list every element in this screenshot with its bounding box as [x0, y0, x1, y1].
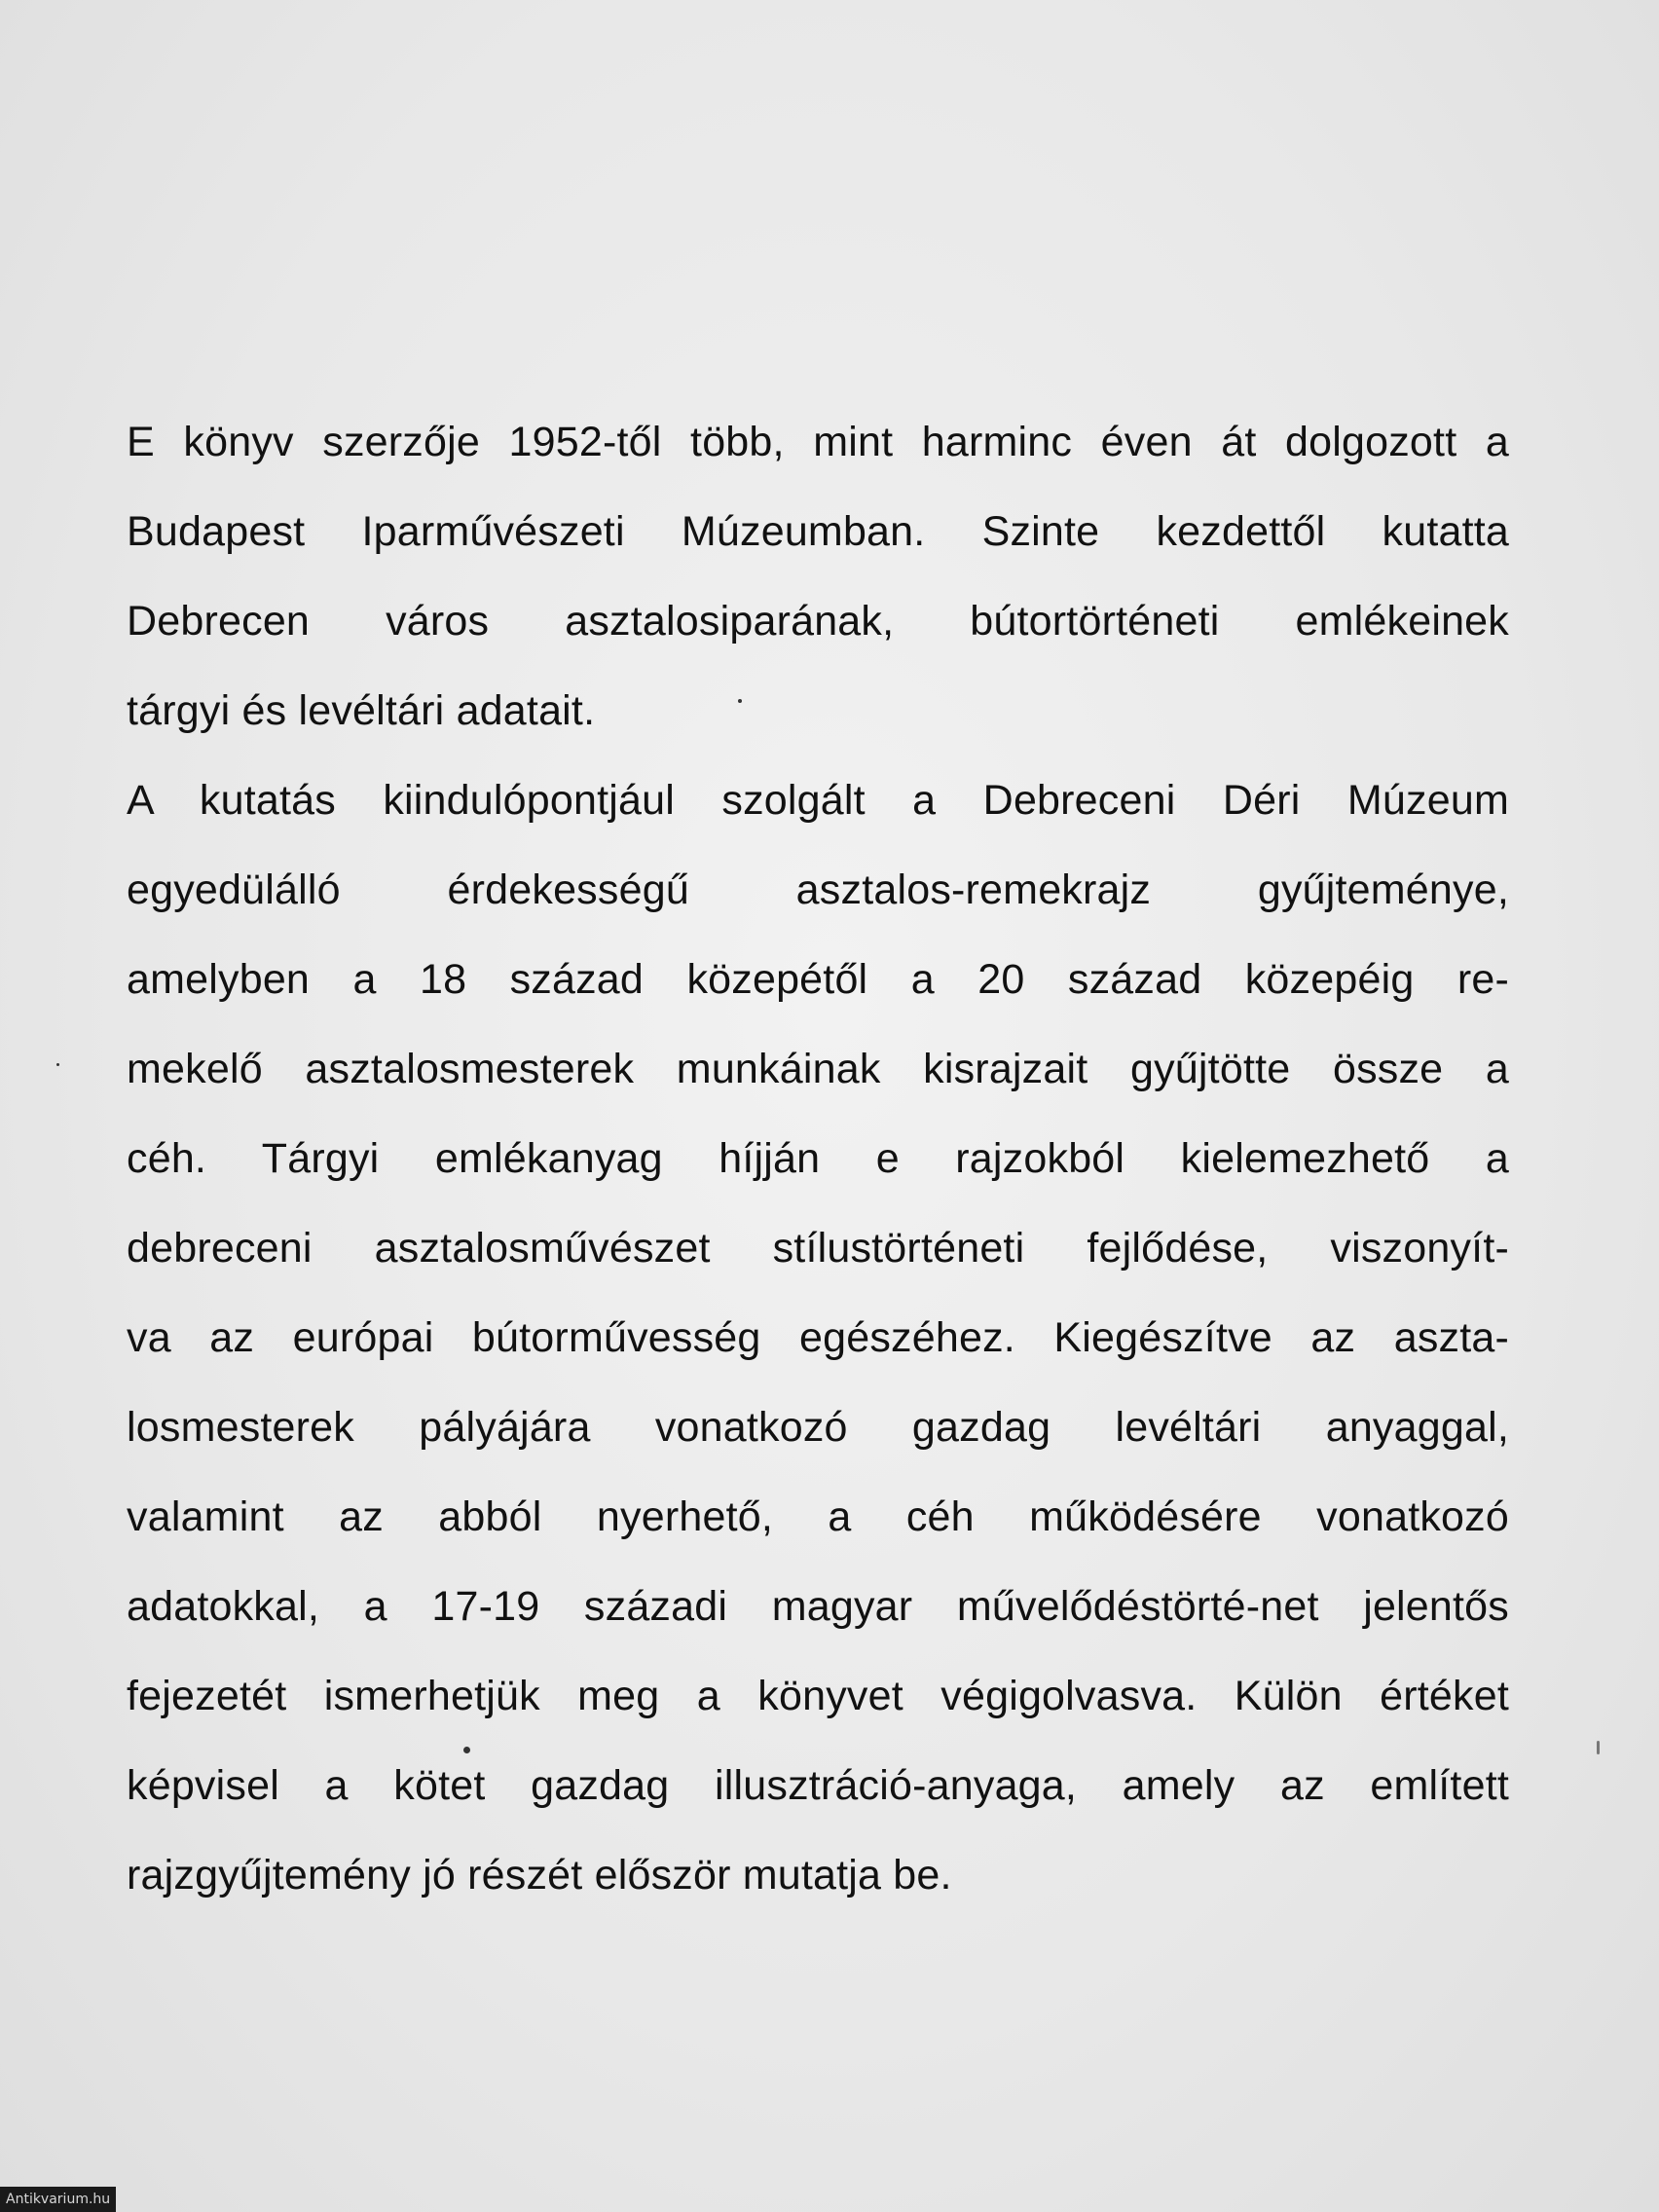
text-line: céh. Tárgyi emlékanyag híjján e rajzokból kielemezhető a — [127, 1135, 1509, 1182]
text-line: amelyben a 18 század közepétől a 20 század közepéig re- — [127, 956, 1509, 1003]
text-line: Budapest Iparművészeti Múzeumban. Szinte kezdettől kutatta — [127, 508, 1509, 555]
text-line: va az európai bútorművesség egészéhez. Kiegészítve az aszta- — [127, 1314, 1509, 1361]
dust-speck — [463, 1747, 470, 1753]
dust-speck — [56, 1063, 59, 1066]
dust-speck — [738, 699, 742, 703]
text-line: fejezetét ismerhetjük meg a könyvet végigolvasva. Külön értéket — [127, 1673, 1509, 1719]
body-text — [127, 397, 1509, 1920]
text-line: debreceni asztalosművészet stílustörténeti fejlődése, viszonyít- — [127, 1225, 1509, 1272]
text-line: képvisel a kötet gazdag illusztráció-anyaga, amely az említett — [127, 1762, 1509, 1809]
text-line: rajzgyűjtemény jó részét először mutatja be. — [127, 1852, 952, 1899]
text-line: E könyv szerzője 1952-től több, mint harminc éven át dolgozott a — [127, 419, 1509, 465]
text-line: tárgyi és levéltári adatait. — [127, 687, 596, 734]
text-line: adatokkal, a 17-19 századi magyar művelődéstörté-net jelentős — [127, 1583, 1509, 1630]
text-line: A kutatás kiindulópontjául szolgált a Debreceni Déri Múzeum — [127, 777, 1509, 824]
text-line: losmesterek pályájára vonatkozó gazdag levéltári anyaggal, — [127, 1404, 1509, 1451]
dust-speck — [1597, 1741, 1600, 1754]
text-line: valamint az abból nyerhető, a céh működésére vonatkozó — [127, 1493, 1509, 1540]
text-line: mekelő asztalosmesterek munkáinak kisrajzait gyűjtötte össze a — [127, 1046, 1509, 1092]
text-line: egyedülálló érdekességű asztalos-remekrajz gyűjteménye, — [127, 866, 1509, 913]
text-line: Debrecen város asztalosiparának, bútortörténeti emlékeinek — [127, 598, 1509, 645]
watermark: Antikvarium.hu — [0, 2187, 116, 2212]
